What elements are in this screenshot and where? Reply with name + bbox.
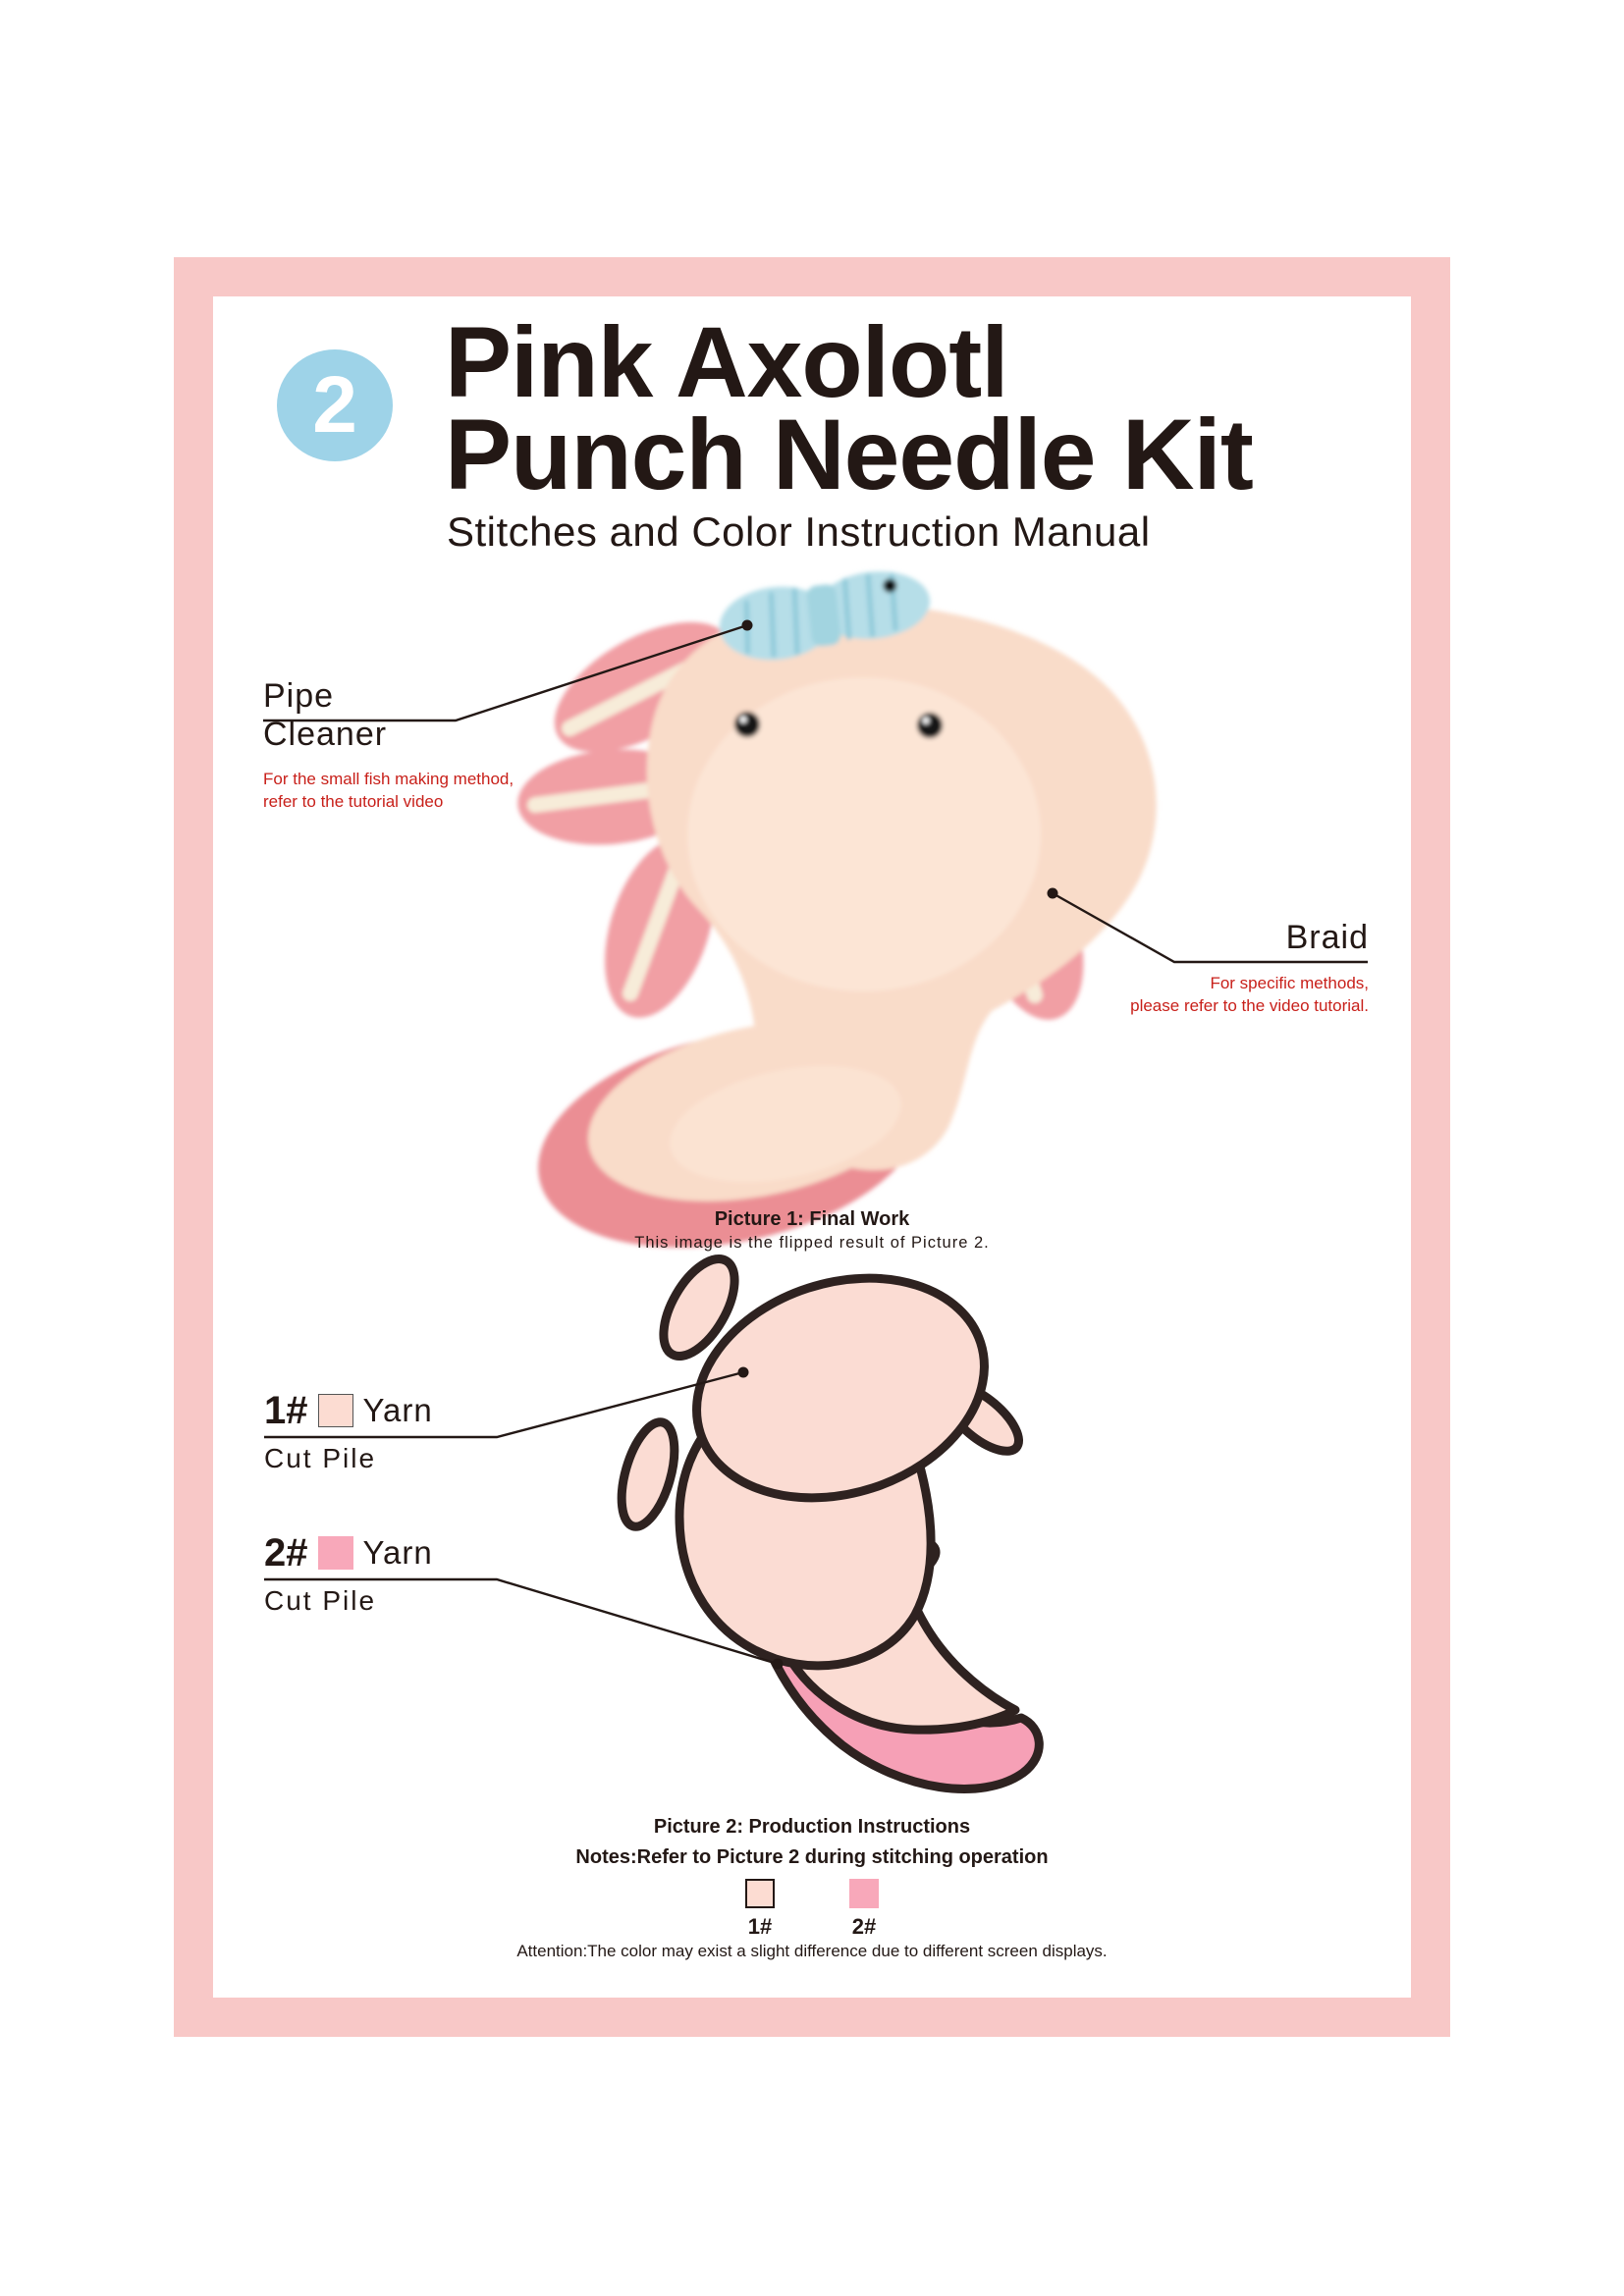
pipe-cleaner-note-line1: For the small fish making method, (263, 770, 514, 788)
yarn2-id: 2# (264, 1530, 308, 1575)
yarn1-stitch-type: Cut Pile (264, 1443, 377, 1473)
picture2-caption (213, 1812, 1411, 1873)
braid-label: Braid (1285, 919, 1369, 956)
yarn2-stitch-type: Cut Pile (264, 1585, 377, 1616)
page-subtitle: Stitches and Color Instruction Manual (447, 508, 1151, 555)
yarn1-word: Yarn (362, 1392, 433, 1428)
pipe-cleaner-label: Pipe Cleaner (263, 677, 388, 753)
page-title (445, 306, 1253, 510)
legend-label-2: 2# (851, 1914, 877, 1939)
legend-label-1: 1# (747, 1914, 773, 1939)
pipe-cleaner-callout (263, 677, 514, 813)
yarn1-swatch (318, 1394, 353, 1427)
axolotl-photo (514, 566, 1157, 1281)
step-number-badge: 2 (277, 349, 393, 461)
pipe-cleaner-note-line2: refer to the tutorial video (263, 792, 444, 811)
diagram-arm-left (612, 1416, 685, 1532)
picture2-caption-note: Notes:Refer to Picture 2 during stitching operation (575, 1846, 1049, 1868)
attention-note: Attention:The color may exist a slight difference due to different screen displays. (516, 1942, 1108, 1960)
braid-note-line2: please refer to the video tutorial. (1130, 996, 1369, 1015)
braid-note (1074, 972, 1369, 1017)
page-title-line1: Pink Axolotl (445, 306, 1008, 418)
axolotl-diagram (612, 1243, 1040, 1789)
picture2-caption-title: Picture 2: Production Instructions (653, 1816, 971, 1838)
page-title-line2: Punch Needle Kit (445, 399, 1253, 510)
picture1-caption-title: Picture 1: Final Work (714, 1208, 910, 1230)
braid-callout (1130, 919, 1369, 1017)
picture1-caption-subtitle: This image is the flipped result of Picture 2. (634, 1234, 990, 1252)
pipe-cleaner-note (263, 768, 558, 813)
yarn1-id: 1# (264, 1388, 308, 1432)
picture1-caption (213, 1207, 1411, 1254)
braid-note-line1: For specific methods, (1210, 974, 1369, 992)
yarn1-label-row (264, 1386, 498, 1435)
legend-swatch-1 (745, 1879, 775, 1908)
yarn2-swatch (318, 1536, 353, 1570)
yarn2-word: Yarn (362, 1534, 433, 1571)
yarn2-label-row (264, 1528, 498, 1577)
legend-swatch-2 (849, 1879, 879, 1908)
